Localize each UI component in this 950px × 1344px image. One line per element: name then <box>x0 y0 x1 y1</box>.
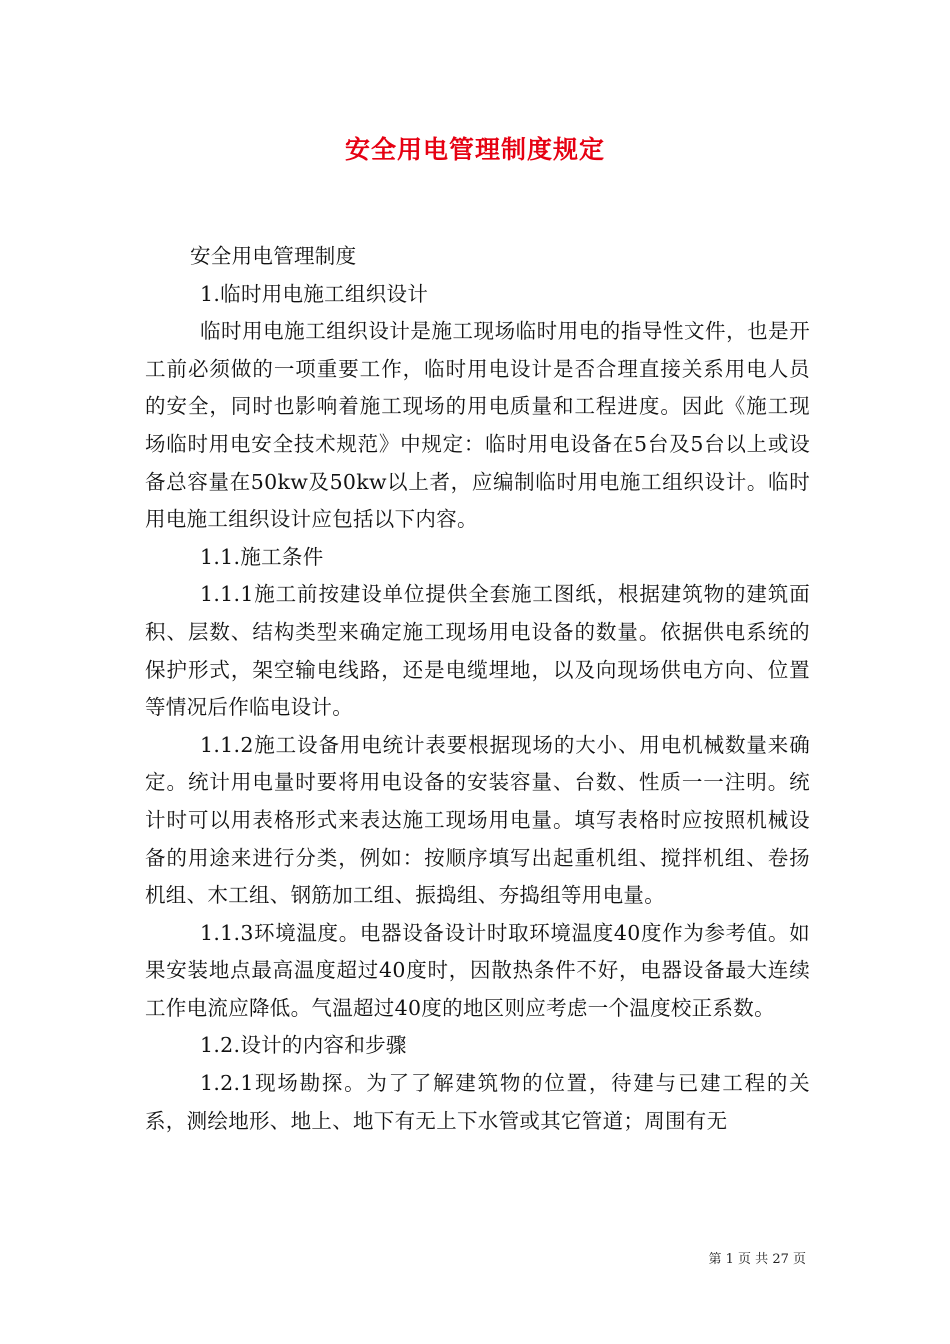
paragraph-1-1-1: 1.1.1施工前按建设单位提供全套施工图纸，根据建筑物的建筑面积、层数、结构类型来确定施工现场用电设备的数量。依据供电系统的保护形式，架空输电线路，还是电缆埋地，以及向现场供电方向、位置等情况后作临电设计。 <box>145 582 810 720</box>
paragraph-1-1-3: 1.1.3环境温度。电器设备设计时取环境温度40度作为参考值。如果安装地点最高温度超过40度时，因散热条件不好，电器设备最大连续工作电流应降低。气温超过40度的地区则应考虑一个温度校正系数。 <box>145 920 810 1020</box>
section-heading-1-2: 1.2.设计的内容和步骤 <box>200 1033 407 1058</box>
paragraph-intro: 临时用电施工组织设计是施工现场临时用电的指导性文件，也是开工前必须做的一项重要工作，临时用电设计是否合理直接关系用电人员的安全，同时也影响着施工现场的用电质量和工程进度。因此《施工现场临时用电安全技术规范》中规定：临时用电设备在5台及5台以上或设备总容量在50kw及50kw以上者，应编制临时用电施工组织设计。临时用电施工组织设计应包括以下内容。 <box>145 319 810 532</box>
section-heading-1-1: 1.1.施工条件 <box>200 544 324 569</box>
section-heading-1: 1.临时用电施工组织设计 <box>200 281 429 306</box>
document-body <box>145 238 810 1140</box>
page-number: 第 1 页 共 27 页 <box>708 1252 806 1267</box>
paragraph-heading: 安全用电管理制度 <box>190 244 357 268</box>
paragraph-1-2-1: 1.2.1现场勘探。为了了解建筑物的位置，待建与已建工程的关系，测绘地形、地上、地下有无上下水管或其它管道；周围有无 <box>145 1071 810 1133</box>
paragraph-1-1-2: 1.1.2施工设备用电统计表要根据现场的大小、用电机械数量来确定。统计用电量时要将用电设备的安装容量、台数、性质一一注明。统计时可以用表格形式来表达施工现场用电量。填写表格时应按照机械设备的用途来进行分类，例如：按顺序填写出起重机组、搅拌机组、卷扬机组、木工组、钢筋加工组、振捣组、夯捣组等用电量。 <box>145 732 810 908</box>
document-title: 安全用电管理制度规定 <box>344 135 605 164</box>
